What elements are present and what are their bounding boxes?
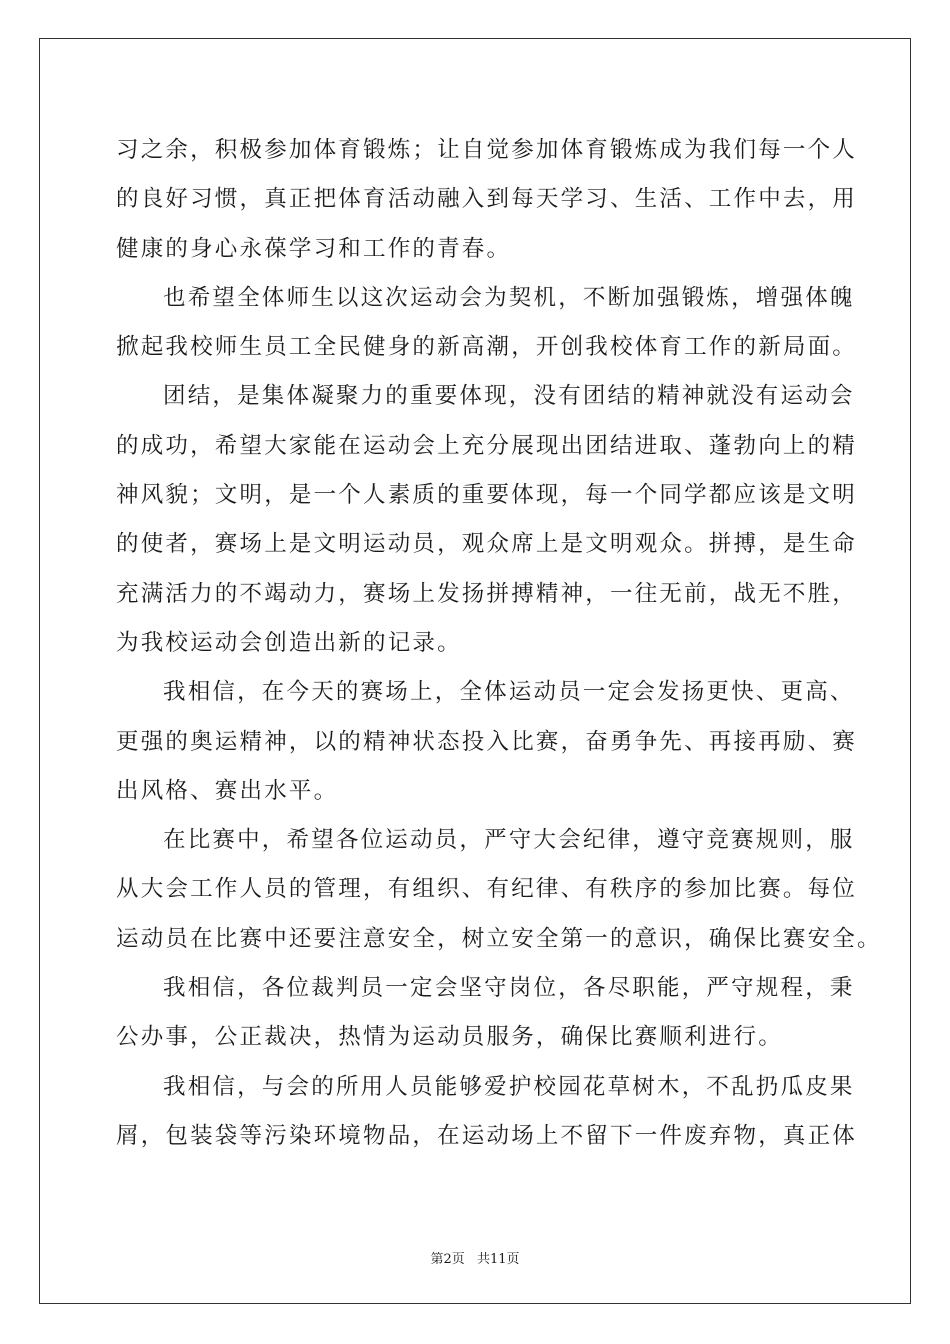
text-line: 我相信，在今天的赛场上，全体运动员一定会发扬更快、更高、 [163,679,855,706]
text-line: 掀起我校师生员工全民健身的新高潮，开创我校体育工作的新局面。 [116,334,858,361]
text-line: 运动员在比赛中还要注意安全，树立安全第一的意识，确保比赛安全。 [116,925,882,952]
page-footer [0,1248,950,1267]
text-line: 屑，包装袋等污染环境物品，在运动场上不留下一件废弃物，真正体 [116,1122,858,1149]
page-number: 第2页 [430,1252,465,1267]
page-total: 共11页 [476,1252,520,1267]
text-line: 我相信，各位裁判员一定会坚守岗位，各尽职能，严守规程，秉 [163,975,855,1002]
text-line: 充满活力的不竭动力，赛场上发扬拼搏精神，一往无前，战无不胜， [116,580,858,607]
text-line: 在比赛中，希望各位运动员，严守大会纪律，遵守竞赛规则，服 [163,827,855,854]
document-body [116,126,882,1161]
text-line: 从大会工作人员的管理，有组织、有纪律、有秩序的参加比赛。每位 [116,876,858,903]
text-line: 的成功，希望大家能在运动会上充分展现出团结进取、蓬勃向上的精 [116,432,858,459]
text-line: 的良好习惯，真正把体育活动融入到每天学习、生活、工作中去，用 [116,186,858,213]
text-line: 为我校运动会创造出新的记录。 [116,629,462,656]
text-line: 神风貌；文明，是一个人素质的重要体现，每一个同学都应该是文明 [116,482,858,509]
text-line: 我相信，与会的所用人员能够爱护校园花草树木，不乱扔瓜皮果 [163,1073,855,1100]
text-line: 也希望全体师生以这次运动会为契机，不断加强锻炼，增强体魄 [163,284,855,311]
text-line: 的使者，赛场上是文明运动员，观众席上是文明观众。拼搏，是生命 [116,531,858,558]
text-line: 公办事，公正裁决，热情为运动员服务，确保比赛顺利进行。 [116,1024,783,1051]
text-line: 更强的奥运精神，以的精神状态投入比赛，奋勇争先、再接再励、赛 [116,728,858,755]
text-line: 健康的身心永葆学习和工作的青春。 [116,235,512,262]
text-line: 团结，是集体凝聚力的重要体现，没有团结的精神就没有运动会 [163,383,855,410]
text-line: 出风格、赛出水平。 [116,777,339,804]
text-line: 习之余，积极参加体育锻炼；让自觉参加体育锻炼成为我们每一个人 [116,137,858,163]
